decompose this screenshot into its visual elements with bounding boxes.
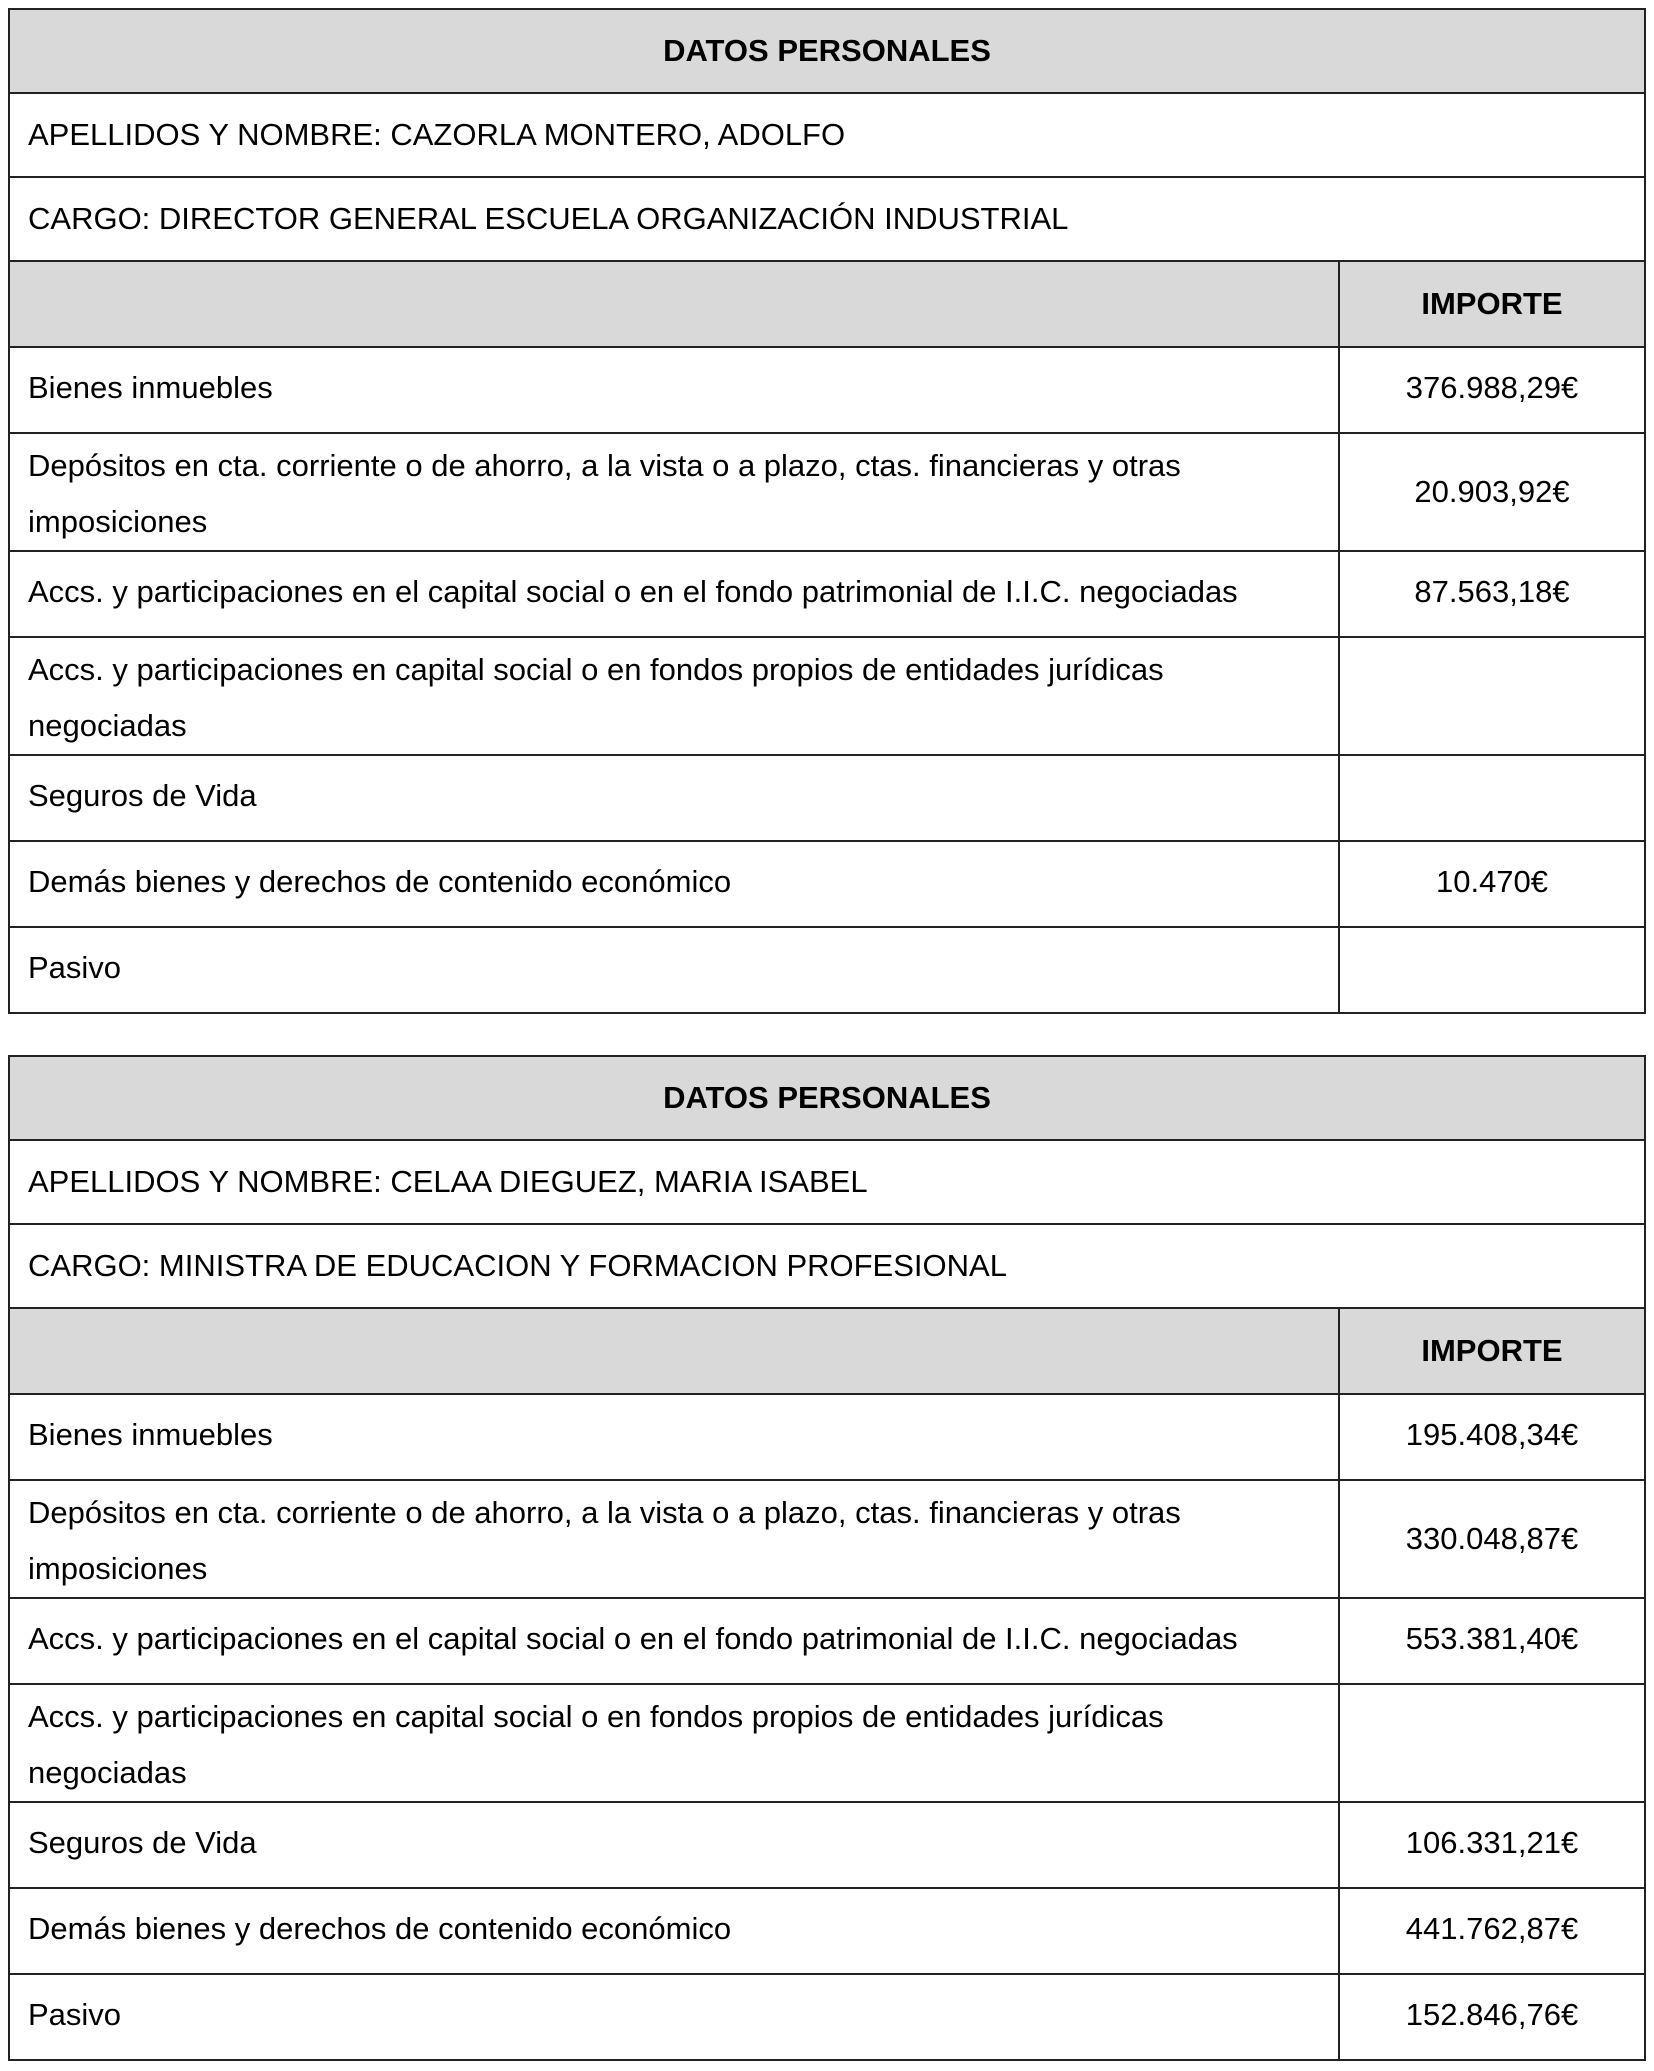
table-row xyxy=(9,755,1645,841)
row-label: Demás bienes y derechos de contenido económico xyxy=(9,1888,1339,1974)
row-amount: 553.381,40€ xyxy=(1339,1598,1645,1684)
amount-header: IMPORTE xyxy=(1339,261,1645,347)
table-row xyxy=(9,1394,1645,1480)
row-amount: 87.563,18€ xyxy=(1339,551,1645,637)
row-label: Pasivo xyxy=(9,1974,1339,2060)
assets-table xyxy=(8,1307,1646,2061)
declaration-block xyxy=(8,1055,1646,2061)
row-amount: 195.408,34€ xyxy=(1339,1394,1645,1480)
row-amount: 106.331,21€ xyxy=(1339,1802,1645,1888)
row-label: Seguros de Vida xyxy=(9,755,1339,841)
row-amount xyxy=(1339,755,1645,841)
row-amount: 376.988,29€ xyxy=(1339,347,1645,433)
header-empty-cell xyxy=(9,261,1339,347)
row-amount: 441.762,87€ xyxy=(1339,1888,1645,1974)
table-row xyxy=(9,1802,1645,1888)
position-line: CARGO: MINISTRA DE EDUCACION Y FORMACION PROFESIONAL xyxy=(8,1223,1646,1307)
section-title: DATOS PERSONALES xyxy=(8,8,1646,92)
table-row xyxy=(9,1974,1645,2060)
row-amount xyxy=(1339,1684,1645,1802)
section-title: DATOS PERSONALES xyxy=(8,1055,1646,1139)
row-label: Accs. y participaciones en el capital social o en el fondo patrimonial de I.I.C. negociadas xyxy=(9,1598,1339,1684)
row-amount xyxy=(1339,637,1645,755)
row-label: Seguros de Vida xyxy=(9,1802,1339,1888)
row-label: Accs. y participaciones en capital social o en fondos propios de entidades jurídicas negociadas xyxy=(9,637,1339,755)
table-header-row xyxy=(9,1308,1645,1394)
row-label: Bienes inmuebles xyxy=(9,347,1339,433)
table-row xyxy=(9,637,1645,755)
row-label: Pasivo xyxy=(9,927,1339,1013)
table-row xyxy=(9,1888,1645,1974)
table-row xyxy=(9,841,1645,927)
declaration-block xyxy=(8,8,1646,1014)
row-label: Depósitos en cta. corriente o de ahorro, a la vista o a plazo, ctas. financieras y otras imposiciones xyxy=(9,433,1339,551)
row-amount: 20.903,92€ xyxy=(1339,433,1645,551)
table-row xyxy=(9,927,1645,1013)
row-label: Depósitos en cta. corriente o de ahorro, a la vista o a plazo, ctas. financieras y otras imposiciones xyxy=(9,1480,1339,1598)
row-amount: 10.470€ xyxy=(1339,841,1645,927)
header-empty-cell xyxy=(9,1308,1339,1394)
row-amount: 330.048,87€ xyxy=(1339,1480,1645,1598)
table-row xyxy=(9,1684,1645,1802)
table-row xyxy=(9,1598,1645,1684)
table-row xyxy=(9,347,1645,433)
position-line: CARGO: DIRECTOR GENERAL ESCUELA ORGANIZACIÓN INDUSTRIAL xyxy=(8,176,1646,260)
row-label: Demás bienes y derechos de contenido económico xyxy=(9,841,1339,927)
table-row xyxy=(9,1480,1645,1598)
name-line: APELLIDOS Y NOMBRE: CELAA DIEGUEZ, MARIA ISABEL xyxy=(8,1139,1646,1223)
row-label: Bienes inmuebles xyxy=(9,1394,1339,1480)
row-label: Accs. y participaciones en capital social o en fondos propios de entidades jurídicas negociadas xyxy=(9,1684,1339,1802)
table-row xyxy=(9,551,1645,637)
assets-table xyxy=(8,260,1646,1014)
row-amount: 152.846,76€ xyxy=(1339,1974,1645,2060)
name-line: APELLIDOS Y NOMBRE: CAZORLA MONTERO, ADOLFO xyxy=(8,92,1646,176)
row-amount xyxy=(1339,927,1645,1013)
table-header-row xyxy=(9,261,1645,347)
row-label: Accs. y participaciones en el capital social o en el fondo patrimonial de I.I.C. negociadas xyxy=(9,551,1339,637)
amount-header: IMPORTE xyxy=(1339,1308,1645,1394)
table-row xyxy=(9,433,1645,551)
